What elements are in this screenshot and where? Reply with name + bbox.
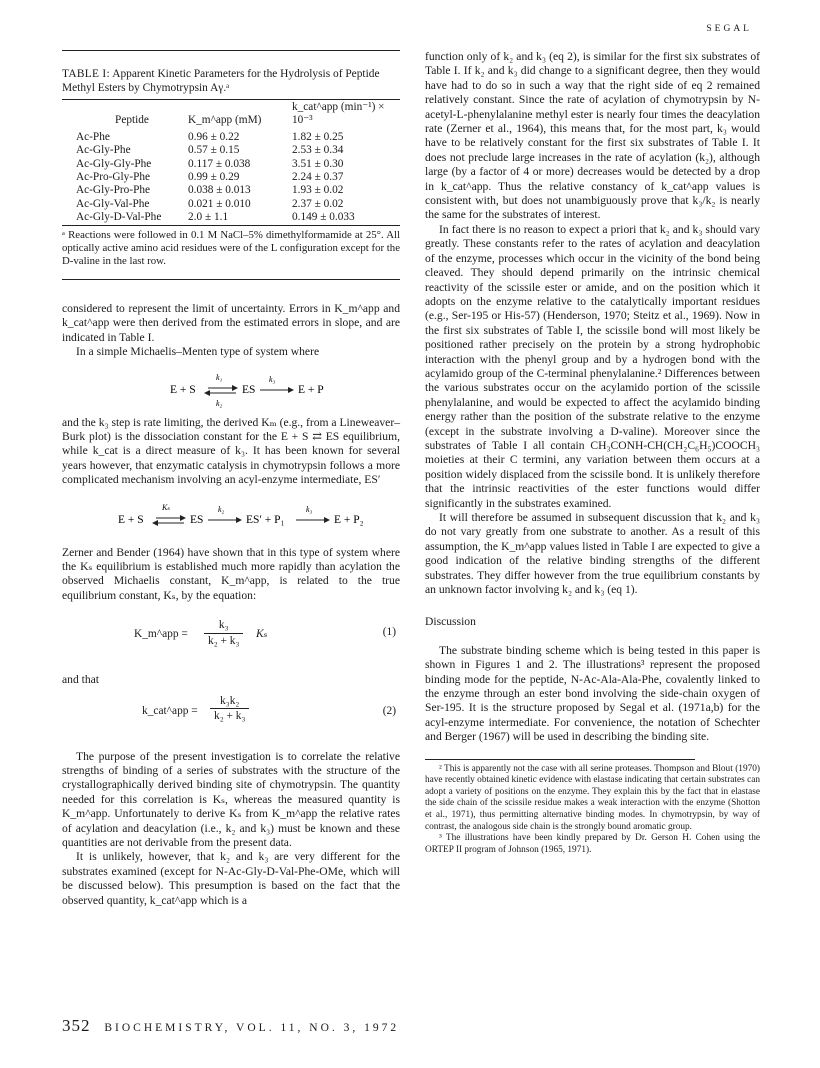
scheme2-k2: k₂ bbox=[218, 504, 225, 514]
scheme2-right: E + P₂ bbox=[334, 513, 364, 526]
col-header-kcat: k_cat^app (min⁻¹) × 10⁻³ bbox=[292, 101, 385, 127]
right-paragraph-3: It will therefore be assumed in subsequent discussion that k₂ and k₃ do not vary greatly from one substrate to another. As a result of this assumption, the K_m^app values listed in Table I are expected to give a good indication of the relative binding strengths of the different substrates. They differ however from the true equilibrium constants by an unknown factor involving k₂ and k₃ (eq 1). bbox=[425, 511, 760, 597]
eq2-number: (2) bbox=[382, 704, 396, 717]
cell-kcat: 2.37 ± 0.02 bbox=[292, 197, 344, 210]
table-row bbox=[62, 198, 400, 211]
table-row bbox=[62, 171, 400, 184]
journal-citation: BIOCHEMISTRY, VOL. 11, NO. 3, 1972 bbox=[104, 1022, 400, 1034]
eq1-ks: Kₛ bbox=[256, 628, 268, 641]
cell-km: 0.021 ± 0.010 bbox=[188, 197, 251, 210]
scheme-acyl-enzyme bbox=[62, 488, 400, 546]
eq1-numerator: k₃ bbox=[204, 618, 243, 633]
table-row bbox=[62, 158, 400, 171]
table-caption bbox=[62, 67, 400, 95]
table-end-rule bbox=[62, 279, 400, 280]
table-header-row bbox=[62, 100, 400, 131]
scheme1-k1: k₁ bbox=[216, 372, 223, 382]
cell-kcat: 1.82 ± 0.25 bbox=[292, 130, 344, 143]
scheme-1-graphic bbox=[62, 360, 400, 416]
equation-2 bbox=[62, 688, 400, 750]
left-paragraph-6: It is unlikely, however, that k₂ and k₃ are very different for the substrates examined (except for N-Ac-Gly-D-Val-Phe-OMe, which will be discussed below). This presumption is based on the fact that the observed quantity, k_cat^app which is a bbox=[62, 850, 400, 907]
scheme-michaelis-menten bbox=[62, 360, 400, 416]
scheme1-k3-head bbox=[288, 387, 294, 393]
cell-peptide: Ac-Pro-Gly-Phe bbox=[76, 171, 151, 184]
cell-peptide: Ac-Gly-Pro-Phe bbox=[76, 184, 151, 197]
cell-km: 2.0 ± 1.1 bbox=[188, 211, 229, 224]
right-paragraph-1: function only of k₂ and k₃ (eq 2), is similar for the first six substrates of Table I. If k₂ and k₃ did change to a significant degree, then they would have had to do so in such a way that the right side of eq 2 remained relatively constant. Since the rate of acylation of chymotrypsin by N-acetyl-L-phenylalanine methyl ester is nearly four times the deacylation rate (Zerner et al., 1964), this means that, for the most part, k₃ would have to be relatively constant for the first six substrates of Table I. It does not preclude large increases in the rate of acylation (k₂), although large (by a factor of 4 or more) decreases would be detected by a drop in k_cat^app. Thus the relative constancy of k_cat^app values is consistent with, but does not unambiguously prove that k₃/k₂ is nearly the same for the substrates of interest. bbox=[425, 50, 760, 222]
scheme1-k3: k₃ bbox=[269, 374, 276, 384]
table-bottom-rule bbox=[62, 225, 400, 226]
page-footer bbox=[62, 1016, 399, 1036]
eq2-lhs: k_cat^app = bbox=[142, 704, 198, 717]
table-caption-text: Apparent Kinetic Parameters for the Hydrolysis of Peptide Methyl Esters by Chymotrypsin Aγ.ᵃ bbox=[62, 68, 380, 94]
eq1-lhs: K_m^app = bbox=[134, 628, 188, 641]
cell-km: 0.117 ± 0.038 bbox=[188, 157, 251, 170]
cell-peptide: Ac-Gly-Val-Phe bbox=[76, 197, 150, 210]
footnote-3: ³ The illustrations have been kindly prepared by Dr. Gerson H. Cohen using the ORTEP II program of Johnson (1965, 1971). bbox=[425, 833, 760, 855]
scheme1-back-head bbox=[204, 390, 210, 396]
scheme1-fwd-head bbox=[232, 385, 238, 391]
table-row bbox=[62, 211, 400, 224]
eq1-denominator: k₂ + k₃ bbox=[208, 634, 240, 647]
table-footnote: ᵃ Reactions were followed in 0.1 M NaCl–5% dimethylformamide at 25°. All optically active amino acid residues were of the L configuration except for the D-valine in the last row. bbox=[62, 228, 400, 268]
eq2-numerator: k₃k₂ bbox=[210, 694, 249, 709]
scheme2-back-head bbox=[152, 520, 158, 526]
equation-1 bbox=[62, 609, 400, 673]
cell-kcat: 1.93 ± 0.02 bbox=[292, 184, 344, 197]
table-top-rule bbox=[62, 50, 400, 51]
scheme1-k2: k₂ bbox=[216, 398, 223, 408]
table-row bbox=[62, 144, 400, 157]
cell-kcat: 3.51 ± 0.30 bbox=[292, 157, 344, 170]
scheme-2-graphic bbox=[62, 488, 400, 546]
footnote-rule bbox=[425, 759, 695, 760]
eq2-denominator: k₂ + k₃ bbox=[214, 709, 246, 722]
cell-peptide: Ac-Gly-Gly-Phe bbox=[76, 157, 152, 170]
scheme2-left: E + S bbox=[118, 513, 144, 526]
right-column bbox=[425, 50, 760, 856]
eq1-fraction bbox=[204, 618, 243, 648]
col-header-peptide: Peptide bbox=[115, 114, 149, 127]
and-that: and that bbox=[62, 673, 100, 687]
cell-kcat: 2.24 ± 0.37 bbox=[292, 171, 344, 184]
scheme2-k3: k₃ bbox=[306, 504, 313, 514]
right-paragraph-4: The substrate binding scheme which is being tested in this paper is shown in Figures 1 and 2. The illustrations³ represent the proposed binding mode for the peptide, N-Ac-Ala-Ala-Phe, covalently linked to the enzyme through an ester bond involving the side-chain oxygen of Ser-195. It is the structure proposed by Segal et al. (1971a,b) for the acyl-enzyme intermediate. For convenience, the notation of Schechter and Berger (1967) will be used in describing the binding site. bbox=[425, 643, 760, 744]
cell-peptide: Ac-Gly-D-Val-Phe bbox=[76, 211, 162, 224]
running-header: SEGAL bbox=[706, 24, 752, 34]
cell-kcat: 2.53 ± 0.34 bbox=[292, 144, 344, 157]
footnote-2: ² This is apparently not the case with all serine proteases. Thompson and Blout (1970) have recently obtained kinetic evidence with elastase indicating that certain substrates can adopt a variety of positions on the enzyme. They explain this by the fact that in elastase the side chain of the scissile residue makes a weak interaction with the enzyme (Shotton et al., 1971), thus permitting alternative binding modes. In chymotrypsin, by way of contrast, the analogous side chain is the strongly bound aromatic group. bbox=[425, 763, 760, 832]
cell-km: 0.99 ± 0.29 bbox=[188, 171, 240, 184]
cell-km: 0.038 ± 0.013 bbox=[188, 184, 251, 197]
left-paragraph-5: The purpose of the present investigation is to correlate the relative strengths of binding of a series of substrates with the structure of the crystallographically derived binding site of chymotrypsin. The quantity needed for this correlation is Kₛ, whereas the measured quantity is K_m^app. Unfortunately to derive Kₛ from K_m^app the relative rates of acylation and deacylation (i.e., k₂ and k₃) must be known and these quantities are not derivable from the present data. bbox=[62, 749, 400, 849]
cell-km: 0.96 ± 0.22 bbox=[188, 130, 240, 143]
scheme2-ks: Kₛ bbox=[162, 502, 171, 512]
left-column bbox=[62, 50, 400, 908]
scheme2-mid: ES′ + P₁ bbox=[246, 513, 285, 526]
cell-peptide: Ac-Phe bbox=[76, 130, 110, 143]
table-row bbox=[62, 131, 400, 144]
scheme1-es: ES bbox=[242, 383, 256, 396]
table-caption-label: TABLE I: bbox=[62, 68, 110, 80]
scheme2-k2-head bbox=[236, 517, 242, 523]
kinetic-parameters-table bbox=[62, 100, 400, 225]
left-paragraph-4: Zerner and Bender (1964) have shown that in this type of system where the Kₛ equilibrium is established much more rapidly than acylation the observed Michaelis constant, K_m^app, is related to the true equilibrium constant, Kₛ, by the equation: bbox=[62, 545, 400, 602]
scheme2-k3-head bbox=[324, 517, 330, 523]
left-paragraph-1: considered to represent the limit of uncertainty. Errors in K_m^app and k_cat^app were then derived from the estimated errors in slope, and are indicated in Table I. bbox=[62, 301, 400, 344]
scheme2-es: ES bbox=[190, 513, 204, 526]
table-row bbox=[62, 184, 400, 197]
page-number: 352 bbox=[62, 1016, 91, 1035]
cell-km: 0.57 ± 0.15 bbox=[188, 144, 240, 157]
cell-peptide: Ac-Gly-Phe bbox=[76, 144, 131, 157]
scheme1-left: E + S bbox=[170, 383, 196, 396]
cell-kcat: 0.149 ± 0.033 bbox=[292, 211, 355, 224]
eq1-number: (1) bbox=[382, 626, 396, 639]
col-header-km: K_m^app (mM) bbox=[188, 114, 262, 127]
eq2-fraction bbox=[210, 694, 249, 724]
scheme1-right: E + P bbox=[298, 383, 324, 396]
section-heading-discussion: Discussion bbox=[425, 615, 476, 629]
scheme2-fwd-head bbox=[180, 515, 186, 521]
left-paragraph-3: and the k₃ step is rate limiting, the derived Kₘ (e.g., from a Lineweaver–Burk plot) is the dissociation constant for the E + S ⇄ ES equilibrium, while k_cat is a direct measure of k₃. It has been known for several years however, that enzymatic catalysis in chymotrypsin follows a more complicated mechanism involving an acyl-enzyme intermediate, ES′ bbox=[62, 415, 400, 487]
right-paragraph-2: In fact there is no reason to expect a priori that k₂ and k₃ should vary greatly. These constants refer to the rates of acylation and deacylation of the enzyme, processes which occur in the vicinity of the bond being cleaved. They should depend primarily on the intrinsic chemical reactivity of the scissile ester or amide, and on the position which it adopts on the enzyme relative to the catalytically important residues (e.g., Ser-195 or His-57) (Henderson, 1970; Steitz et al., 1969). Now in the first six substrates of Table I, the scissile bond will most likely be positioned rather precisely on the protein by a strong hydrophobic interaction with the phenyl group and by a hydrogen bond with the acylamido group of the C-terminal phenylalanine.² Differences between the various substrates occur on the acylamido portion of the scissile phenylalanine, and would be expected to affect the acylamido binding energy rather than the position of the substrate relative to the enzyme (except in the substrate involving a D-valine). Moreover since the substrates of Table I all contain CH₃CONH-CH(CH₂C₆H₅)COOCH₃ moieties at their C termini, any variation between them occurs at a position widely displaced from the scissile bond. It is unlikely therefore that the intrinsic reactivities of the ester functions would differ significantly in the substrates examined. bbox=[425, 222, 760, 510]
left-paragraph-2: In a simple Michaelis–Menten type of system where bbox=[76, 345, 320, 359]
